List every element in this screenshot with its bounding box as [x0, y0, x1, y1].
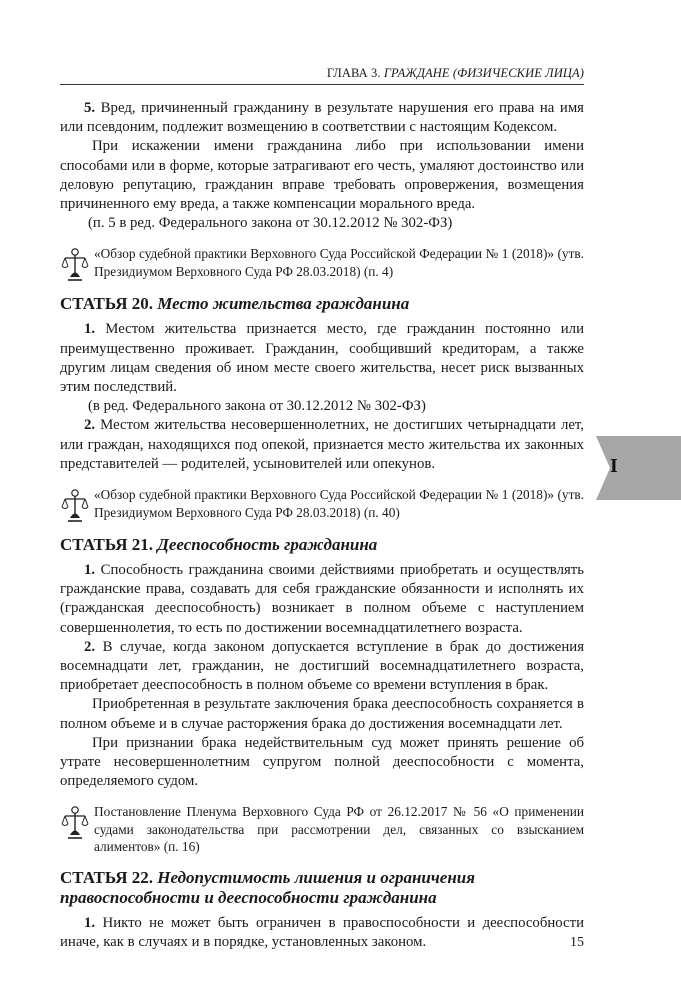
article-number: СТАТЬЯ 21.	[60, 535, 154, 555]
themis-icon	[60, 485, 90, 523]
paragraph-number: 1.	[84, 914, 96, 931]
article-21-paragraph-2	[60, 638, 584, 696]
article-20-paragraph-1	[60, 320, 584, 397]
article-22-paragraph-1	[60, 914, 584, 952]
article-title: Место жительства гражданина	[157, 294, 410, 314]
chapter-number: ГЛАВА 3.	[326, 66, 381, 80]
note-text: «Обзор судебной практики Верховного Суда Российской Федерации № 1 (2018)» (утв. Президиумом Верховного Суда РФ 28.03.2018) (п. 4)	[94, 246, 584, 279]
paragraph-5-continued: При искажении имени гражданина либо при использовании имени способами или в форме, которые затрагивают его честь, умаляют достоинство или деловую репутацию, гражданин вправе требовать опровержения, возмещения причиненного ему вреда, а также компенсации морального вреда.	[60, 138, 584, 213]
article-20-heading	[60, 294, 584, 314]
paragraph-text: Местом жительства несовершеннолетних, не достигших четырнадцати лет, или граждан, находящихся под опекой, признается место жительства их законных представителей — родителей, усыновителей или опекунов.	[60, 417, 584, 472]
redaction-note: (в ред. Федерального закона от 30.12.2012 № 302-ФЗ)	[88, 398, 426, 415]
header-rule	[60, 84, 584, 85]
redaction-note: (п. 5 в ред. Федерального закона от 30.12.2012 № 302-ФЗ)	[88, 215, 453, 232]
paragraph-text: Никто не может быть ограничен в правоспособности и дееспособности иначе, как в случаях и в порядке, установленных законом.	[60, 914, 584, 951]
article-21-heading	[60, 535, 584, 555]
themis-icon	[60, 802, 90, 840]
article-title-line-2: правоспособности и дееспособности гражданина	[60, 887, 437, 907]
article-21-paragraph-2-b: Приобретенная в результате заключения брака дееспособность сохраняется в полном объеме и в случае расторжения брака до достижения восемнадцати лет.	[60, 696, 584, 732]
paragraph-number: 5.	[84, 100, 96, 116]
article-number: СТАТЬЯ 22.	[60, 867, 154, 887]
section-tab-label: I	[610, 455, 618, 477]
page-content	[60, 99, 584, 952]
article-21-paragraph-1	[60, 561, 584, 638]
chapter-title: ГРАЖДАНЕ (ФИЗИЧЕСКИЕ ЛИЦА)	[383, 66, 584, 80]
running-header	[60, 66, 584, 81]
court-practice-note	[60, 486, 584, 523]
article-title-line-1: Недопустимость лишения и ограничения	[157, 867, 475, 887]
paragraph-text: Способность гражданина своими действиями приобретать и осуществлять гражданские права, создавать для себя гражданские обязанности и исполнять их (гражданская дееспособность) возникает в полном объеме с наступлением совершеннолетия, то есть по достижении восемнадцатилетнего возраста.	[60, 562, 584, 636]
section-tab-marker	[596, 436, 681, 500]
paragraph-5	[60, 99, 584, 137]
paragraph-text: Местом жительства признается место, где гражданин постоянно или преимущественно проживает. Гражданин, сообщивший кредиторам, а также другим лицам сведения об ином месте своего жительства, несет риск вызванных этим последствий.	[60, 321, 584, 396]
page-number: 15	[570, 935, 584, 950]
paragraph-number: 1.	[84, 562, 96, 579]
paragraph-number: 2.	[84, 417, 96, 434]
court-practice-note	[60, 245, 584, 282]
article-20-paragraph-2	[60, 416, 584, 474]
paragraph-text: Вред, причиненный гражданину в результате нарушения его права на имя или псевдоним, подлежит возмещению в соответствии с настоящим Кодексом.	[60, 100, 584, 136]
note-text: «Обзор судебной практики Верховного Суда Российской Федерации № 1 (2018)» (утв. Президиумом Верховного Суда РФ 28.03.2018) (п. 40)	[94, 487, 584, 520]
article-22-heading	[60, 868, 584, 908]
paragraph-number: 2.	[84, 638, 96, 655]
article-21-paragraph-2-c: При признании брака недействительным суд может принять решение об утрате несовершеннолетним супругом полной дееспособности с момента, определяемого судом.	[60, 734, 584, 790]
paragraph-number: 1.	[84, 321, 96, 338]
article-number: СТАТЬЯ 20.	[60, 294, 154, 314]
paragraph-text: В случае, когда законом допускается вступление в брак до достижения восемнадцати лет, гражданин, не достигший восемнадцатилетнего возраста, приобретает дееспособность в полном объеме со времени вступления в брак.	[60, 638, 584, 694]
court-ruling-note	[60, 803, 584, 856]
note-text: Постановление Пленума Верховного Суда РФ от 26.12.2017 № 56 «О применении судами законодательства при рассмотрении дел, связанных со взысканием алиментов» (п. 16)	[94, 804, 584, 855]
article-title: Дееспособность гражданина	[157, 535, 378, 555]
themis-icon	[60, 244, 90, 282]
